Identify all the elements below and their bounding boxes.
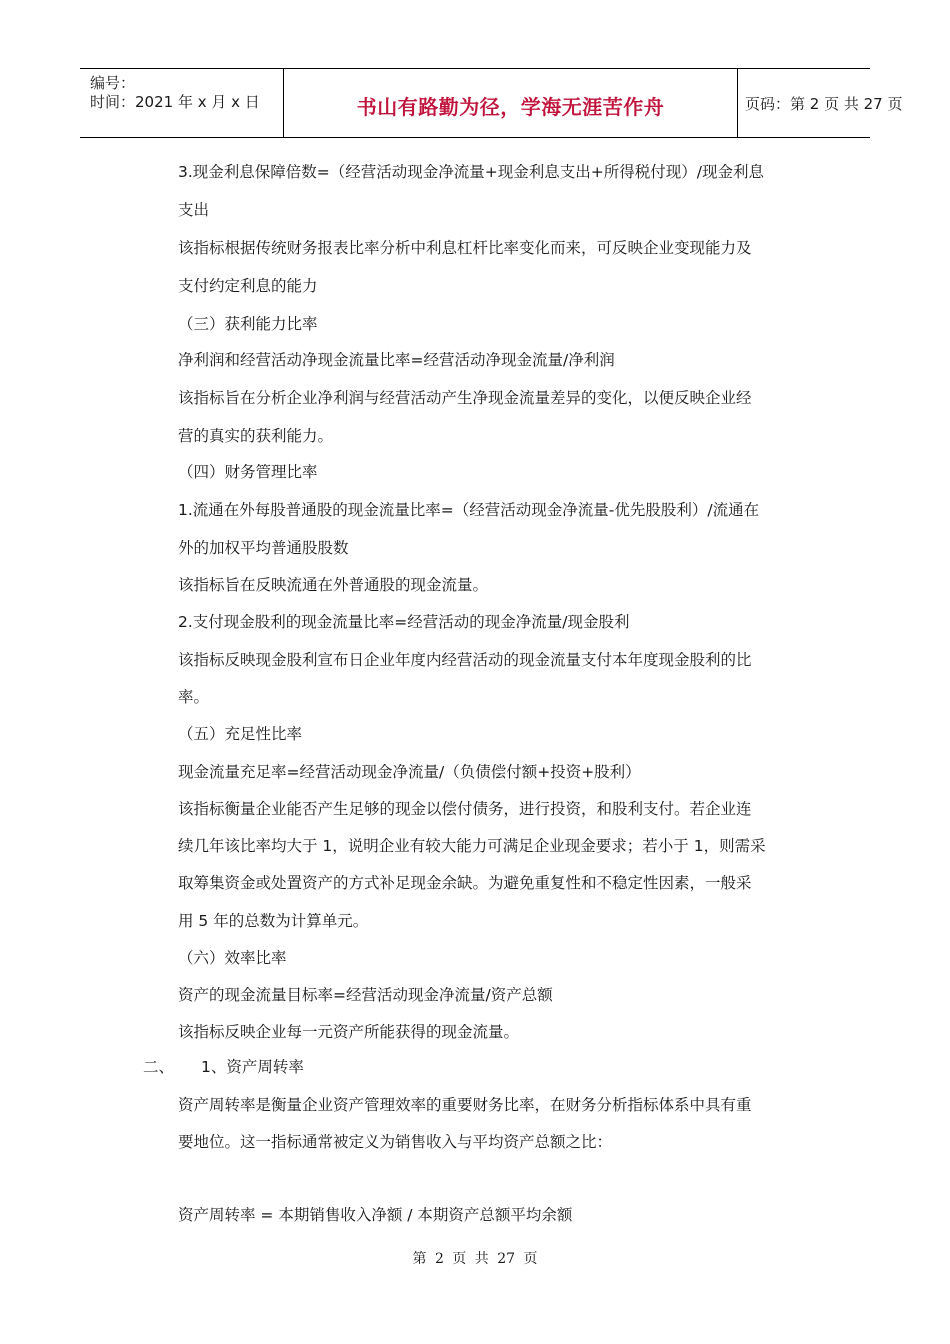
formula-line: 资产的现金流量目标率=经营活动现金净流量/资产总额: [178, 986, 553, 1004]
body-line: 续几年该比率均大于 1，说明企业有较大能力可满足企业现金要求；若小于 1，则需采: [178, 837, 766, 855]
section-heading: （六）效率比率: [178, 949, 287, 967]
body-line: 外的加权平均普通股股数: [178, 539, 349, 557]
header-page-cell: [737, 69, 903, 137]
body-line: 取筹集资金或处置资产的方式补足现金余缺。为避免重复性和不稳定性因素，一般采: [178, 874, 752, 892]
body-line: 要地位。这一指标通常被定义为销售收入与平均资产总额之比：: [178, 1133, 613, 1151]
formula-line: 净利润和经营活动净现金流量比率=经营活动净现金流量/净利润: [178, 351, 615, 369]
header-info-cell: [80, 69, 283, 137]
formula-line: 现金流量充足率=经营活动现金净流量/（负债偿付额+投资+股利）: [178, 763, 641, 781]
header-motto: 书山有路勤为径，学海无涯苦作舟: [356, 95, 665, 119]
header-page-code: 页码：第 2 页 共 27 页: [745, 95, 903, 113]
section-two-number: 二、: [143, 1058, 175, 1076]
section-heading: （四）财务管理比率: [178, 463, 318, 481]
body-line: 营的真实的获利能力。: [178, 427, 334, 445]
formula-line: 1.流通在外每股普通股的现金流量比率=（经营活动现金净流量-优先股股利）/流通在: [178, 501, 760, 519]
body-line: 支出: [178, 201, 210, 219]
body-line: 3.现金利息保障倍数=（经营活动现金净流量+现金利息支出+所得税付现）/现金利息: [178, 163, 764, 181]
formula-line: 2.支付现金股利的现金流量比率=经营活动的现金净流量/现金股利: [178, 613, 630, 631]
body-line: 该指标旨在反映流通在外普通股的现金流量。: [178, 576, 489, 594]
section-heading: （五）充足性比率: [178, 725, 303, 743]
body-line: 该指标衡量企业能否产生足够的现金以偿付债务，进行投资，和股利支付。若企业连: [178, 800, 752, 818]
body-line: 资产周转率是衡量企业资产管理效率的重要财务比率，在财务分析指标体系中具有重: [178, 1096, 752, 1114]
header-motto-cell: [283, 69, 738, 137]
body-line: 该指标旨在分析企业净利润与经营活动产生净现金流量差异的变化，以便反映企业经: [178, 389, 752, 407]
page-footer: 第 2 页 共 27 页: [412, 1251, 538, 1267]
body-line: 用 5 年的总数为计算单元。: [178, 912, 369, 930]
section-two-title: 1、资产周转率: [201, 1058, 304, 1076]
section-heading: （三）获利能力比率: [178, 315, 318, 333]
formula-line: 资产周转率 = 本期销售收入净额 / 本期资产总额平均余额: [178, 1206, 573, 1224]
document-header: [80, 68, 903, 138]
body-line: 该指标反映现金股利宣布日企业年度内经营活动的现金流量支付本年度现金股利的比: [178, 651, 752, 669]
section-two-heading: [143, 1055, 304, 1077]
body-line: 该指标反映企业每一元资产所能获得的现金流量。: [178, 1023, 520, 1041]
body-line: 支付约定利息的能力: [178, 277, 318, 295]
document-date: 时间：2021 年 x 月 x 日: [90, 93, 260, 111]
body-line: 率。: [178, 688, 210, 706]
document-number-label: 编号：: [90, 74, 136, 92]
body-line: 该指标根据传统财务报表比率分析中利息杠杆比率变化而来，可反映企业变现能力及: [178, 239, 752, 257]
